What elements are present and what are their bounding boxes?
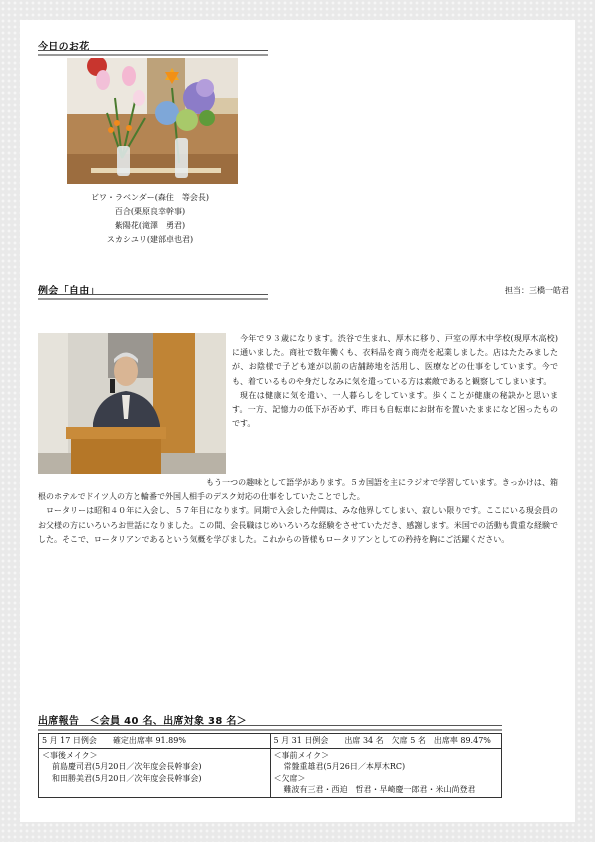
meeting-paragraph: 現在は健康に気を遣い、一人暮らしをしています。歩くことが健康の秘訣かと思います。一方、記憶力の低下が否めず、昨日も自転車にお財布を置いたままになど困ったものです。	[232, 390, 558, 429]
attendance-left-header: 5 月 17 日例会 確定出席率 91.89%	[39, 734, 271, 749]
meeting-paragraph: もう一つの趣味として語学があります。５カ国語を主にラジオで学習しています。きっかけは、箱根のホテルでドイツ人の方と輪番で外国人相手のデスク対応の仕事をしていたことでした。	[38, 478, 558, 502]
meeting-body-upper	[232, 332, 558, 431]
makeup-entry: 常盤重雄君(5月26日／本厚木RC)	[283, 762, 406, 771]
flowers-photo	[67, 58, 238, 184]
meeting-section-title: 例会「自由」	[38, 286, 100, 297]
speaker-photo	[38, 333, 226, 474]
flower-caption: 百合(栗原良幸幹事)	[114, 207, 186, 216]
flower-caption: 紫陽花(滝澤 勇君)	[114, 221, 186, 230]
attendance-right-header: 5 月 31 日例会 出席 34 名 欠席 5 名 出席率 89.47%	[270, 734, 502, 749]
makeup-entry: 和田勝美君(5月20日／次年度会長幹事会)	[52, 773, 202, 783]
flowers-caption-list	[65, 191, 235, 247]
attendance-table	[38, 733, 502, 798]
absent-members: 難波有三君・西迫 哲君・早崎慶一郎君・米山尚登君	[283, 785, 476, 794]
absent-label: ＜欠席＞	[273, 773, 306, 783]
flower-caption: ビワ・ラベンダー(森住 等会長)	[91, 193, 209, 202]
flowers-section-title: 今日のお花	[38, 42, 90, 53]
makeup-before-label: ＜事前メイク＞	[273, 750, 330, 760]
makeup-after-label: ＜事後メイク＞	[42, 750, 98, 760]
attendance-left-cell	[39, 748, 271, 797]
speaker-credit: 担当：三橋一皓君	[505, 286, 569, 295]
meeting-title-rule	[38, 294, 268, 300]
meeting-body-lower	[38, 476, 558, 547]
flowers-title-rule	[38, 50, 268, 56]
attendance-title-rule	[38, 725, 502, 731]
attendance-right-cell	[270, 748, 502, 797]
attendance-section-title: 出席報告 ＜会員 40 名、出席対象 38 名＞	[38, 716, 247, 727]
meeting-paragraph: 今年で９３歳になります。渋谷で生まれ、厚木に移り、戸室の厚木中学校(現厚木高校)に通いました。商社で数年働くも、衣料品を商う商売を起業しました。店はたたみましたが、お陰様で子ども達が以前の店舗跡地を活用し、医療などの仕事をしています。今でも、着ているものや身だしなみに気を遣っている方は素敵であると観察してしまいます。	[232, 334, 558, 386]
makeup-entry: 前島慶司君(5月20日／次年度会長幹事会)	[52, 762, 202, 771]
meeting-paragraph: ロータリーは昭和４０年に入会し、５７年目になります。同期で入会した仲間は、みな他界してしまい、寂しい限りです。ここにいる現会員のお父様の方にいろいろお世話になりました。この間、会長職はじめいろいろな経験をさせていただき、感謝します。米国での活動も貴重な経験でした。そこで、ロータリアンであるという気概を学びました。これからの皆様もロータリアンとしての矜持を胸にご活躍ください。	[38, 506, 558, 544]
flower-caption: スカシユリ(建部卓也君)	[106, 235, 194, 244]
